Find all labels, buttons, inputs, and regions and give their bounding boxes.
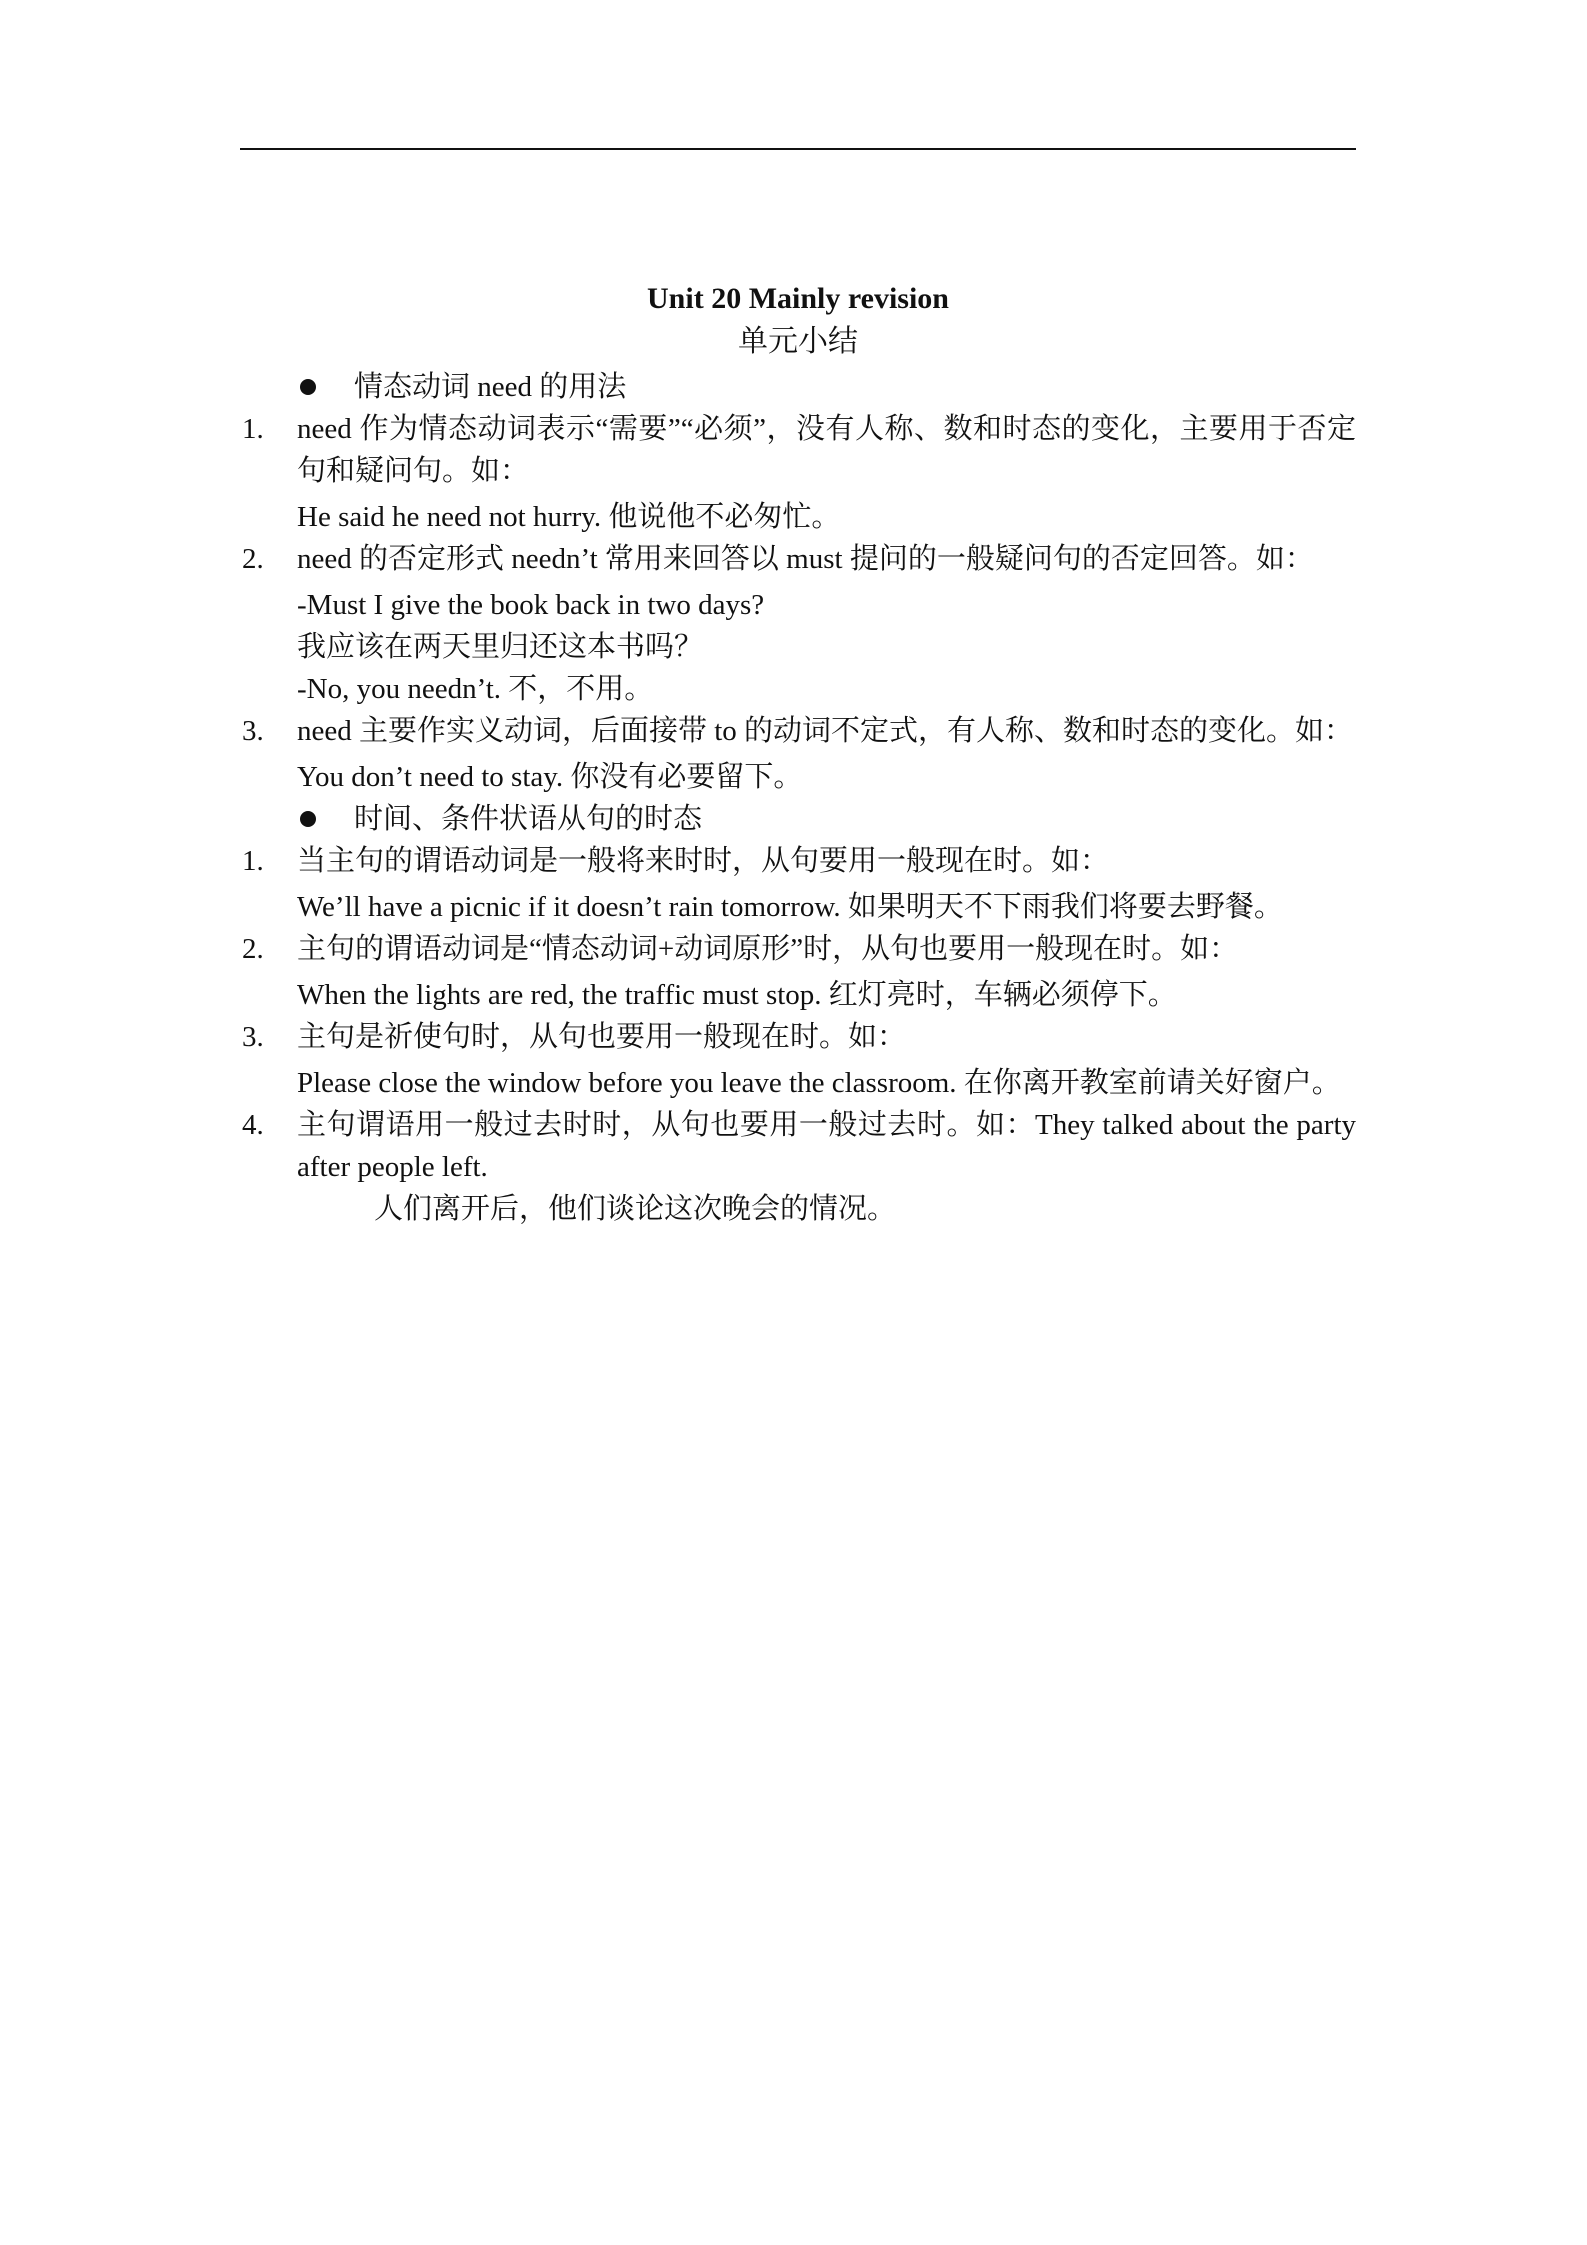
item-text: 主句的谓语动词是“情态动词+动词原形”时，从句也要用一般现在时。如：: [297, 933, 1239, 965]
list-item: [240, 710, 1356, 798]
header-rule: [240, 148, 1356, 150]
section-heading-text: 时间、条件状语从句的时态: [354, 803, 703, 835]
bullet-icon: [300, 811, 316, 827]
list-item: [240, 408, 1356, 538]
example-answer: -No, you needn’t. 不，不用。: [297, 673, 654, 705]
example-question: -Must I give the book back in two days?: [297, 589, 765, 621]
list-item: [240, 928, 1356, 1016]
document-subtitle: 单元小结: [738, 325, 858, 358]
example-sentence: You don’t need to stay. 你没有必要留下。: [297, 761, 803, 793]
item-number: 3.: [242, 715, 264, 747]
document-body: [240, 276, 1356, 1230]
list-item: [240, 840, 1356, 928]
item-text: need 的否定形式 needn’t 常用来回答以 must 提问的一般疑问句的否定回答。如：: [297, 543, 1314, 575]
example-translation: 人们离开后，他们谈论这次晚会的情况。: [374, 1193, 897, 1225]
example-sentence: When the lights are red, the traffic must stop. 红灯亮时，车辆必须停下。: [297, 979, 1177, 1011]
item-text: 主句是祈使句时，从句也要用一般现在时。如：: [297, 1021, 907, 1053]
section-heading-need: [240, 366, 1356, 408]
item-number: 2.: [242, 933, 264, 965]
document-title: Unit 20 Mainly revision: [647, 282, 949, 315]
item-number: 1.: [242, 845, 264, 877]
item-number: 3.: [242, 1021, 264, 1053]
section-heading-text: 情态动词 need 的用法: [354, 371, 627, 403]
item-text: 主句谓语用一般过去时时，从句也要用一般过去时。如：They talked about the party after people left.: [297, 1109, 1356, 1183]
example-sentence: He said he need not hurry. 他说他不必匆忙。: [297, 501, 841, 533]
example-sentence: We’ll have a picnic if it doesn’t rain tomorrow. 如果明天不下雨我们将要去野餐。: [297, 891, 1283, 923]
item-text: need 作为情态动词表示“需要”“必须”，没有人称、数和时态的变化，主要用于否定句和疑问句。如：: [297, 413, 1356, 487]
item-text: 当主句的谓语动词是一般将来时时，从句要用一般现在时。如：: [297, 845, 1110, 877]
bullet-icon: [300, 379, 316, 395]
section-heading-tense: [240, 798, 1356, 840]
example-sentence: Please close the window before you leave the classroom. 在你离开教室前请关好窗户。: [297, 1067, 1341, 1099]
list-item: [240, 1104, 1356, 1188]
item-number: 4.: [242, 1109, 264, 1141]
item-number: 2.: [242, 543, 264, 575]
example-translation: 我应该在两天里归还这本书吗？: [297, 631, 704, 663]
item-number: 1.: [242, 413, 264, 445]
list-item: [240, 1016, 1356, 1104]
item-text: need 主要作实义动词，后面接带 to 的动词不定式，有人称、数和时态的变化。如：: [297, 715, 1354, 747]
list-item: [240, 538, 1356, 710]
